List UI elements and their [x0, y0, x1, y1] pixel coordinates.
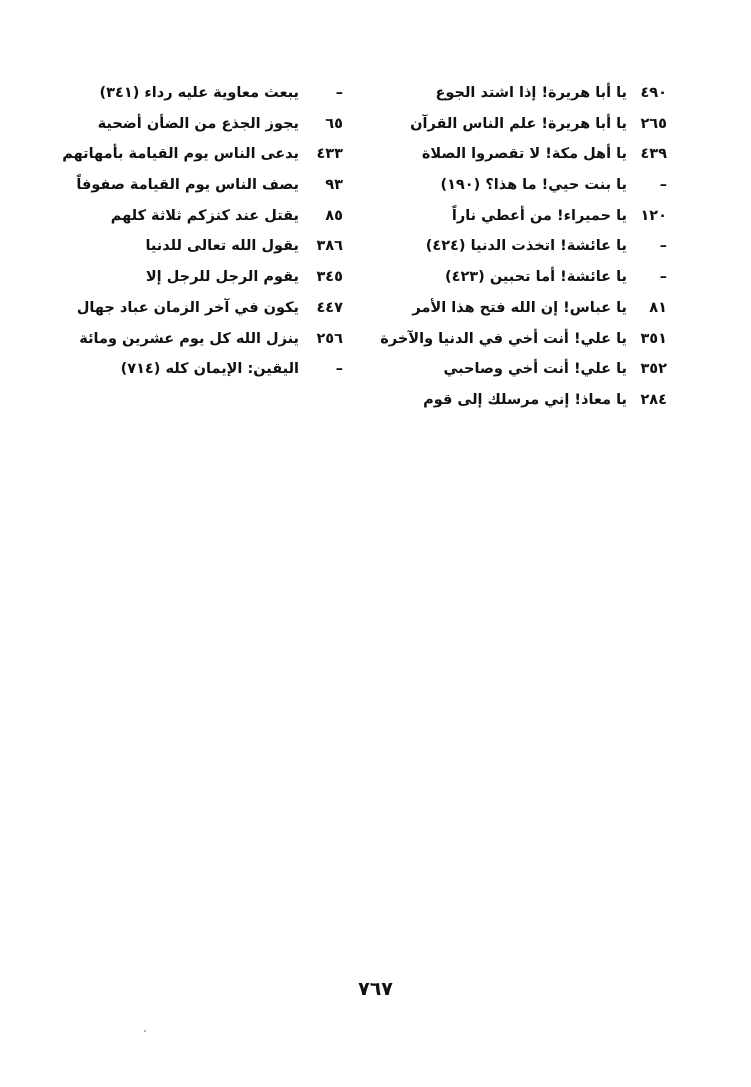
index-entry — [43, 109, 343, 140]
entry-number: ٣٥٢ — [640, 361, 667, 378]
entry-text: يا أبا هريرة! إذا اشتد الجوع — [435, 85, 627, 101]
entry-text: يا أهل مكة! لا تقصروا الصلاة — [421, 146, 627, 163]
entry-number: ٨١ — [649, 299, 667, 316]
entry-text: يا علي! أنت أخي وصاحبي — [443, 361, 627, 378]
entry-text: يا عباس! إن الله فتح هذا الأمر — [412, 299, 627, 316]
entry-number: ٩٣ — [325, 177, 343, 194]
entry-number: ٤٣٩ — [640, 146, 667, 163]
index-entry — [367, 354, 667, 385]
entry-text: يقول الله تعالى للدنيا — [145, 238, 299, 255]
entry-text: يقوم الرجل للرجل إلا — [145, 269, 299, 286]
index-entry — [367, 262, 667, 293]
index-column-left — [43, 78, 343, 385]
entry-text: يا بنت حيي! ما هذا؟ (١٩٠) — [440, 177, 627, 194]
index-entry — [43, 354, 343, 385]
entry-number: ٢٥٦ — [316, 330, 343, 347]
entry-text: يبعث معاوية عليه رداء (٣٤١) — [99, 85, 299, 101]
entry-text: يا عائشة! أما تحبين (٤٢٣) — [444, 269, 627, 286]
index-entry — [367, 170, 667, 201]
index-entry — [43, 139, 343, 170]
entry-number: – — [335, 361, 343, 378]
page-number: ٧٦٧ — [358, 978, 393, 1000]
entry-number: ٣٤٥ — [316, 269, 343, 286]
scan-speck — [144, 1030, 146, 1032]
entry-text: يا علي! أنت أخي في الدنيا والآخرة — [380, 330, 627, 347]
index-entry — [367, 293, 667, 324]
index-entry — [367, 109, 667, 140]
entry-number: ٣٨٦ — [316, 238, 343, 255]
entry-number: – — [659, 269, 667, 286]
index-entry — [367, 324, 667, 355]
entry-number: ٣٥١ — [640, 330, 667, 347]
index-entry — [367, 231, 667, 262]
entry-number: ٤٤٧ — [316, 299, 343, 316]
entry-text: يا عائشة! اتخذت الدنيا (٤٢٤) — [425, 238, 627, 255]
index-entry — [43, 262, 343, 293]
index-column-right — [367, 78, 667, 416]
entry-text: يا أبا هريرة! علم الناس القرآن — [410, 115, 627, 132]
entry-text: يجوز الجذع من الضأن أضحية — [97, 115, 299, 132]
entry-text: يكون في آخر الزمان عباد جهال — [76, 299, 299, 316]
index-entry — [43, 170, 343, 201]
index-entry — [43, 324, 343, 355]
index-entry — [367, 201, 667, 232]
entry-number: – — [659, 238, 667, 255]
index-entry — [43, 231, 343, 262]
entry-text: يقتل عند كنزكم ثلاثة كلهم — [110, 207, 299, 224]
entry-number: ٢٦٥ — [640, 115, 667, 132]
entry-text: يا معاذ! إني مرسلك إلى قوم — [423, 391, 627, 408]
entry-text: يا حميراء! من أعطي ناراً — [451, 207, 627, 224]
entry-number: ٤٩٠ — [640, 85, 667, 101]
index-entry — [367, 78, 667, 109]
index-entry — [43, 78, 343, 109]
index-entry — [367, 385, 667, 416]
entry-number: ١٢٠ — [640, 207, 667, 224]
entry-text: يدعى الناس يوم القيامة بأمهاتهم — [62, 146, 299, 163]
entry-number: ٤٣٣ — [316, 146, 343, 163]
entry-number: – — [335, 85, 343, 101]
entry-text: ينزل الله كل يوم عشرين ومائة — [79, 330, 299, 347]
index-entry — [367, 139, 667, 170]
entry-number: – — [659, 177, 667, 194]
index-entry — [43, 201, 343, 232]
entry-number: ٨٥ — [325, 207, 343, 224]
entry-number: ٢٨٤ — [640, 391, 667, 408]
entry-number: ٦٥ — [325, 115, 343, 132]
entry-text: يصف الناس يوم القيامة صفوفاً — [76, 177, 299, 194]
entry-text: اليقين: الإيمان كله (٧١٤) — [120, 361, 299, 378]
index-entry — [43, 293, 343, 324]
